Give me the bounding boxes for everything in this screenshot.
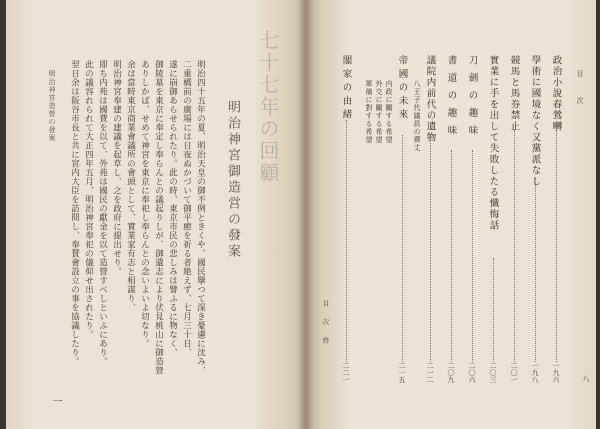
toc-item-title: 帝國の未來 <box>396 55 408 123</box>
toc-leader <box>430 135 431 362</box>
page-number: 一 <box>50 396 61 406</box>
toc-item-title: 政治小說春鶯囀 <box>550 55 562 132</box>
toc-leader <box>346 120 347 362</box>
toc-item-page: 二〇三 <box>489 362 497 383</box>
toc-leader <box>402 135 403 362</box>
toc-item-page: 一九六 <box>552 362 560 383</box>
section-title: 明治神宮御造営の發案 <box>225 100 240 260</box>
toc-title: 目 次 <box>576 70 584 110</box>
chapter-title: 七十七年の回顧 <box>256 30 280 184</box>
body-column-10: 翌日余は阪谷市長と共に宮内大臣を訪問し、奉賛會設立の事を協議したり。 <box>69 60 80 366</box>
toc-item-page: 二一二 <box>426 362 434 383</box>
body-column-3: 遂に崩御あらせられたり。此の時、東京市民の悲しみは譬ふるに物なく、 <box>167 60 178 357</box>
toc-leader <box>514 130 515 362</box>
toc-leader <box>472 150 473 362</box>
toc-end-mark: 目 次 終 <box>321 300 330 346</box>
toc-leader <box>451 150 452 362</box>
body-column-6: 余は當時東京商業會議所の會頭として、實業家有志と相謀り、 <box>125 60 136 312</box>
toc-leader <box>535 178 536 362</box>
corner-mark: 八 <box>582 375 590 382</box>
toc-item-title: 學術に國境なく又黨派なし <box>529 55 541 187</box>
toc-subitem: 外交に關する希望 <box>375 80 383 144</box>
toc-subitem: 内政に關する希望 <box>385 80 393 144</box>
toc-leader <box>556 130 557 362</box>
body-column-4: 御陵墓を東京に奉定し奉らんとの議起りしが、御遺志により伏見桃山に御造營 <box>153 60 164 375</box>
toc-item-page: 一九八 <box>531 362 539 383</box>
toc-item-title: 書道の趣味 <box>445 55 457 143</box>
book-gutter <box>298 0 314 429</box>
toc-item-page: 二〇六 <box>468 362 476 383</box>
toc-leader <box>493 258 494 362</box>
body-column-8: 即ち内苑は國費を以て、外苑は國民の獻金を以て造營すべしといふにあり。 <box>97 60 108 366</box>
toc-item-title: 刀劍の趣味 <box>466 55 478 143</box>
toc-subitem: 軍備に對する希望 <box>365 80 373 144</box>
toc-item-title: 競馬と馬券禁止 <box>508 55 520 132</box>
open-book <box>6 0 596 429</box>
left-page <box>6 0 306 429</box>
toc-item-page: 二二一 <box>342 362 350 383</box>
toc-item-page: 二〇一 <box>510 362 518 383</box>
body-column-1: 明治四十五年の夏、明治天皇の御不例ときくや、國民擧つて深き憂慮に沈み、 <box>195 60 206 375</box>
toc-item-page: 二〇九 <box>447 362 455 383</box>
toc-subitem: 八王子代議員の禪丈 <box>413 80 421 152</box>
body-column-2: 二重橋前の廣場には日夜ぬかづいて御平癒を祈る者絶えず、七月三十日、 <box>181 60 192 357</box>
toc-item-page: 二一五 <box>398 362 406 383</box>
body-column-7: 明治神宮奉建の建議を起草し、之を政府に提出せり。 <box>111 60 122 276</box>
running-head: 明治神宮造營の發案 <box>48 70 56 142</box>
toc-item-title: 議院内前代の遺物 <box>424 55 436 143</box>
toc-item-title: 閣家の由緒 <box>340 55 352 123</box>
right-page <box>306 0 596 429</box>
toc-item-title: 實業に手を出して失敗したる懺悔話 <box>487 55 499 231</box>
body-column-5: ありしかば、せめて神宮を東京に奉祀し奉らんとの念いよいよ切なり。 <box>139 60 150 348</box>
body-column-9: 此の議容れられて大正四年五月、明治神宮奉祀の儀仰せ出されたり。 <box>83 60 94 339</box>
